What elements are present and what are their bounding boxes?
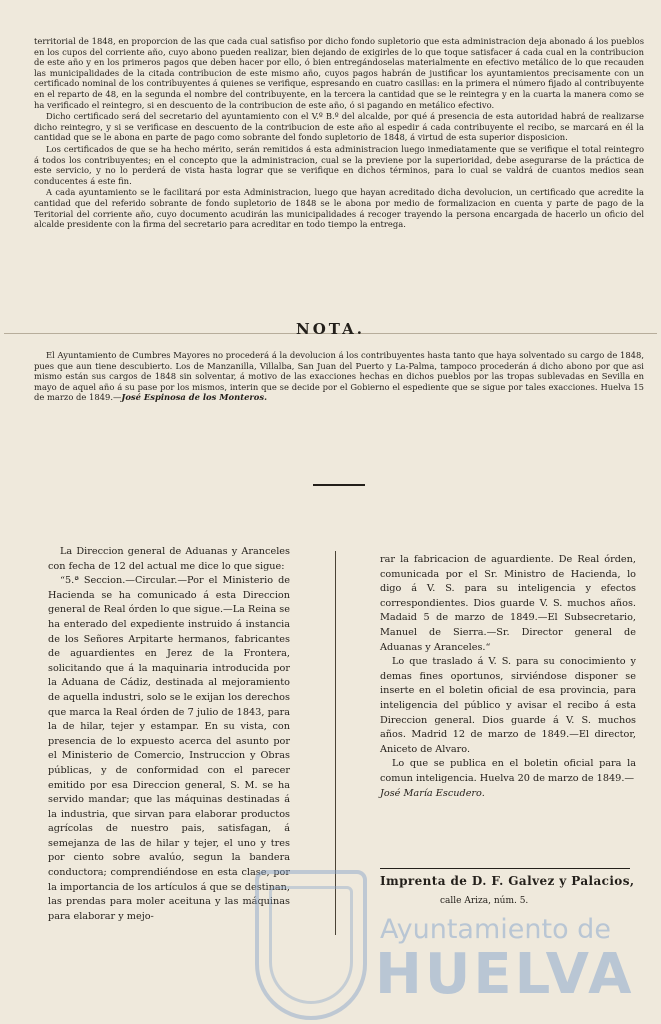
paragraph: Lo que traslado á V. S. para su conocimiento y demas fines oportunos, sirviéndose disponer se inserte en el boletin oficial de esa provincia, para inteligencia del público y avisar el recibo á esta Direccion general. Dios guarde á V. S. muchos años. Madrid 12 de marzo de 1849.—El director, Aniceto de Alvaro. xyxy=(380,656,636,755)
paragraph: territorial de 1848, en proporcion de las que cada cual satisfiso por dicho fondo supletorio que esta administracion deja abonado á los pueblos en los cupos del corriente año, cuyo abono pueden realizar, bien dejando de exigirles de lo que toque satisfacer á cada cual en la contribucion de este año y en los primeros pagos que deben hacer por ello, ó bien entregándoselas materialmente en efectivo metálico de lo que recauden las municipalidades de la citada contribucion de este mismo año, cuyos pagos habrán de justificar los ayuntamientos precisamente con un certificado nominal de los contribuyentes á quienes se verifique, espresando en cuatro casillas: en la primera el número fijado al contribuyente en el reparto de 48, en la segunda el nombre del contribuyente, en la tercera la cantidad que se le reintegra y en la cuarta la manera como se ha verificado el reintegro, si en descuento de la contribucion de este año, ó si pagando en metálico efectivo. xyxy=(34,36,644,110)
watermark-line1: Ayuntamiento de xyxy=(380,914,611,945)
shield-icon xyxy=(255,870,367,1020)
closing-text: Lo que se publica en el boletin oficial para la comun inteligencia. Huelva 20 de marzo de 1849.— xyxy=(380,758,636,784)
paragraph: rar la fabricacion de aguardiente. De Real órden, comunicada por el Sr. Ministro de Hacienda, lo digo á V. S. para su inteligencia y efectos correspondientes. Dios guarde V. S. muchos años. Madaid 5 de marzo de 1849.—El Subsecretario, Manuel de Sierra.—Sr. Director general de Aduanas y Aranceles.“ xyxy=(380,554,636,653)
paragraph: La Direccion general de Aduanas y Aranceles con fecha de 12 del actual me dice lo que sigue: xyxy=(48,546,290,572)
nota-signature: José Espinosa de los Monteros. xyxy=(121,392,268,403)
paragraph: A cada ayuntamiento se le facilitará por esta Administracion, luego que hayan acreditado dicha devolucion, un certificado que acredite la cantidad que del referido sobrante de fondo supletorio de 1848 se le abona por medio de formalizacion en cuenta y parte de pago de la Teritorial del corriente año, cuyo documento acudirán las municipalidades á recoger trayendo la persona encargada de hacerlo un oficio del alcalde presidente con la firma del secretario para acreditar en todo tiempo la entrega. xyxy=(34,187,644,230)
watermark xyxy=(255,870,655,1020)
top-text-block xyxy=(34,36,644,231)
imprenta-address: calle Ariza, núm. 5. xyxy=(440,896,529,906)
separator-dash xyxy=(313,484,365,486)
nota-paragraph xyxy=(34,350,644,403)
imprenta-rule xyxy=(380,868,630,869)
paragraph xyxy=(380,757,636,801)
imprenta-name: Imprenta de D. F. Galvez y Palacios, xyxy=(380,874,635,888)
signature: José María Escudero. xyxy=(380,787,485,799)
nota-heading: NOTA. xyxy=(296,320,365,338)
paragraph: “5.ª Seccion.—Circular.—Por el Ministerio de Hacienda se ha comunicado á esta Direccion general de Real órden lo que sigue.—La Reina se ha enterado del expediente instruido á instancia de los Señores Arpitarte hermanos, fabricantes de aguardientes en Jerez de la Frontera, solicitando que á la maquinaria introducida por la Aduana de Cádiz, destinada al mejoramiento de aquella industri, solo se le exijan los derechos que marca la Real órden de 7 julio de 1843, para la de hilar, tejer y estampar. En su vista, con presencia de lo expuesto acerca del asunto por el Ministerio de Comercio, Instruccion y Obras públicas, y de conformidad con el parecer emitido por esa Direccion general, S. M. se ha servido mandar; que las máquinas destinadas á la industria, que sirvan para elaborar productos agrícolas de nuestro pais, satisfagan, á semejanza de las de hilar y tejer, el uno y tres por ciento sobre avalúo, segun la bandera conductora; comprendiéndose en esta clase, por la importancia de los artículos á que se destinan, las prendas para moler aceituna y las máquinas para elaborar y mejo- xyxy=(48,575,290,922)
nota-block xyxy=(34,350,644,403)
paragraph: Dicho certificado será del secretario del ayuntamiento con el V.º B.º del alcalde, por qué á presencia de esta autoridad habrá de realizarse dicho reintegro, y si se verificase en descuento de la contribucion de este año al espedir á cada contribuyente el recibo, se marcará en él la cantidad que se le abona en parte de pago como sobrante del fondo supletorio de 1848, á virtud de esta superior disposicion. xyxy=(34,111,644,143)
watermark-line2: HUELVA xyxy=(375,942,635,1007)
nota-text: El Ayuntamiento de Cumbres Mayores no procederá á la devolucion á los contribuyentes hasta tanto que haya solventado su cargo de 1848, pues que aun tiene descubierto. Los de Manzanilla, Villalba, San Juan del Puerto y La-Palma, tampoco procederán á dicho abono por que asi mismo están sus cargos de 1848 sin solventar, á motivo de las exacciones hechas en dichos pueblos por las tropas sublevadas en Sevilla en mayo de aquel año á su pase por los mismos, interin que se decide por el Gobierno el espediente que se sigue por tales exacciones. Huelva 15 de marzo de 1849.— xyxy=(34,350,644,403)
left-column xyxy=(48,545,290,924)
right-column xyxy=(380,553,636,801)
paragraph: Los certificados de que se ha hecho mérito, serán remitidos á esta administracion luego inmediatamente que se verifique el total reintegro á todos los contribuyentes; en el concepto que la administracion, cual se la previene por la superioridad, debe asegurarse de la práctica de este servicio, y no lo perderá de vista hasta lograr que se verifique en dichos términos, para lo cual se valdrá de cuantos medios sean conducentes á este fin. xyxy=(34,143,644,186)
